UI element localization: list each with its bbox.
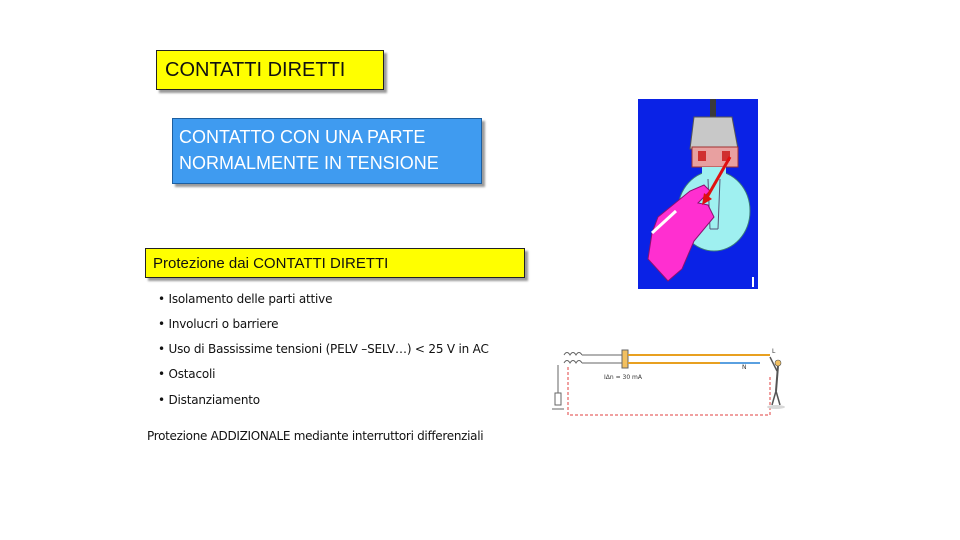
bullet-involucri: • Involucri o barriere	[158, 317, 279, 331]
label-L: L	[772, 348, 776, 355]
person-head-icon	[775, 360, 781, 366]
bullet-ostacoli: • Ostacoli	[158, 367, 216, 381]
label-idn: IΔn = 30 mA	[604, 374, 643, 381]
slide-title	[156, 50, 384, 90]
bulb-hand-picture	[638, 99, 758, 289]
slide-subtitle-text: CONTATTO CON UNA PARTE NORMALMENTE IN TENSIONE	[179, 127, 439, 173]
bulb-socket	[690, 117, 738, 149]
person-leg-right	[776, 391, 780, 405]
bulb-cord	[710, 99, 716, 117]
person-ground	[767, 405, 785, 409]
circuit-diagram	[550, 345, 795, 425]
fault-current-path	[568, 367, 770, 415]
earth-resistor	[555, 393, 561, 405]
breaker-icon	[622, 350, 628, 368]
bullet-isolamento: • Isolamento delle parti attive	[158, 292, 333, 306]
slide-subtitle	[172, 118, 482, 184]
protection-heading-text: Protezione dai CONTATTI DIRETTI	[153, 255, 389, 272]
supply-coil-top	[564, 353, 582, 356]
person-leg-left	[772, 391, 776, 405]
bullet-bassissime-tensioni: • Uso di Bassissime tensioni (PELV –SELV…) < 25 V in AC	[158, 342, 489, 356]
bullet-distanziamento: • Distanziamento	[158, 393, 260, 407]
picture-edge-mark	[752, 277, 754, 287]
supply-coil-bottom	[564, 361, 582, 364]
footer-line: Protezione ADDIZIONALE mediante interruttori differenziali	[147, 429, 484, 443]
protection-heading	[145, 248, 525, 278]
label-N: N	[742, 364, 747, 371]
slide-title-text: CONTATTI DIRETTI	[165, 59, 346, 81]
socket-contact-1	[698, 151, 706, 161]
